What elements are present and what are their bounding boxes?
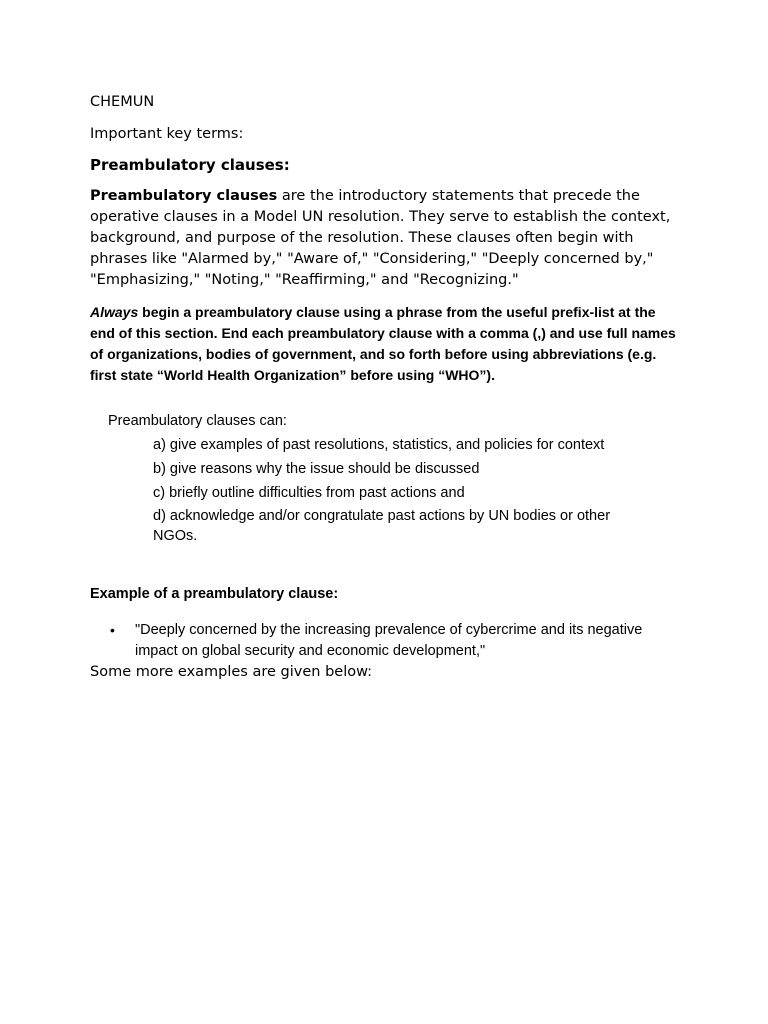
can-item: d) acknowledge and/or congratulate past actions by UN bodies or other NGOs. bbox=[153, 508, 611, 544]
rule-emphasis: Always bbox=[90, 304, 139, 320]
can-item: a) give examples of past resolutions, statistics, and policies for context bbox=[153, 437, 605, 453]
rule-text: begin a preambulatory clause using a phrase from the useful prefix-list at the end of this section. End each preambulatory clause with a comma (,) and use full names of organizations, bodies of government, and so forth before using abbreviations (e.g. first state “World Health Organization” before using “WHO”). bbox=[90, 304, 676, 383]
document-title: CHEMUN bbox=[90, 94, 155, 110]
example-heading: Example of a preambulatory clause: bbox=[90, 586, 339, 602]
can-item: b) give reasons why the issue should be discussed bbox=[153, 461, 480, 477]
key-terms-label: Important key terms: bbox=[90, 126, 244, 142]
rule-paragraph bbox=[90, 302, 684, 386]
section-heading: Preambulatory clauses: bbox=[90, 156, 290, 174]
example-text: "Deeply concerned by the increasing prevalence of cybercrime and its negative impact on global security and economic development," bbox=[135, 622, 643, 659]
can-item: c) briefly outline difficulties from past actions and bbox=[153, 485, 465, 501]
intro-paragraph bbox=[90, 186, 682, 291]
more-examples-text: Some more examples are given below: bbox=[90, 664, 373, 680]
bullet-icon: • bbox=[110, 622, 115, 638]
can-label: Preambulatory clauses can: bbox=[108, 413, 287, 429]
intro-term: Preambulatory clauses bbox=[90, 188, 278, 204]
intro-text: are the introductory statements that precede the operative clauses in a Model UN resolution. They serve to establish the context, background, and purpose of the resolution. These clauses often begin with phrases like "Alarmed by," "Aware of," "Considering," "Deeply concerned by," "Emphasizing," "Noting," "Reaffirming," and "Recognizing." bbox=[90, 188, 671, 288]
